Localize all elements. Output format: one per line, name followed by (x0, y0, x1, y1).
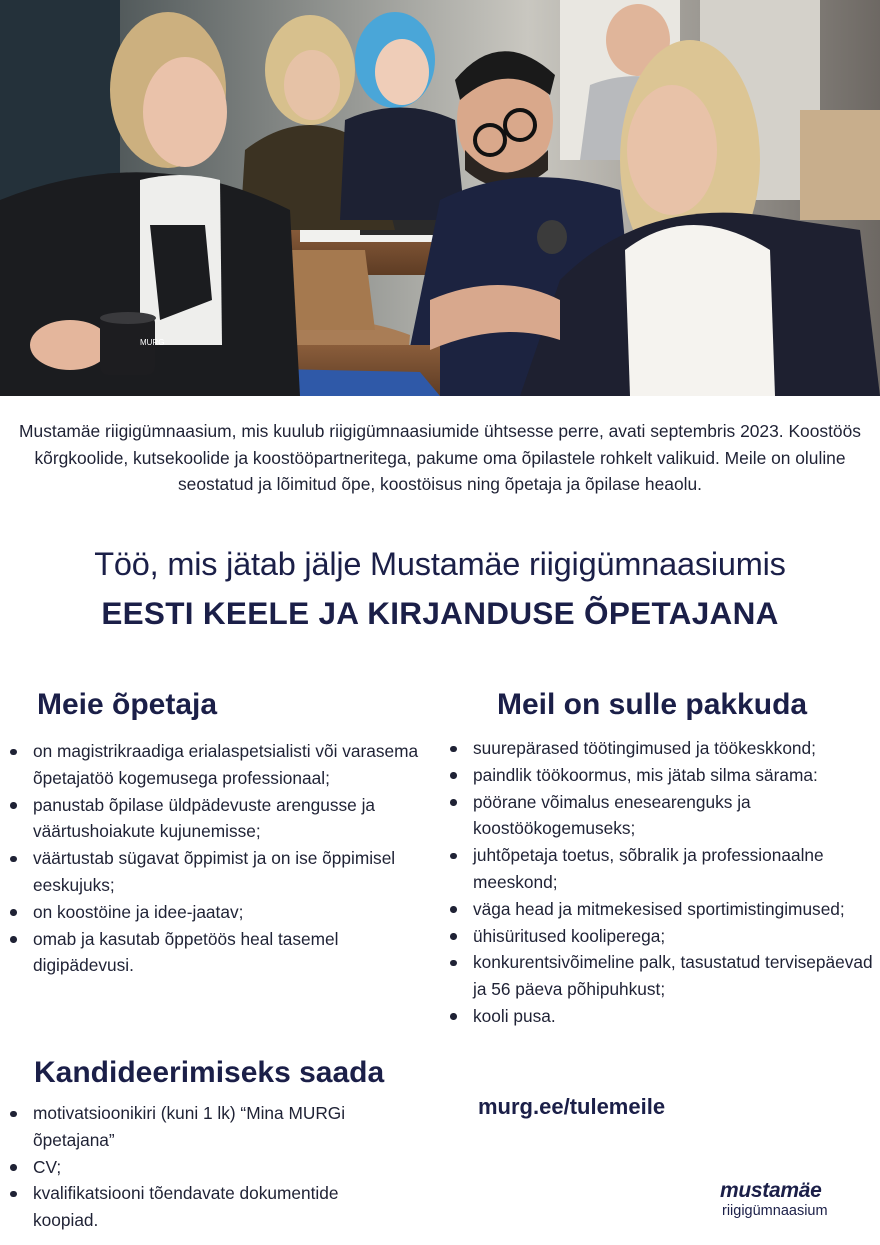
list-item: väärtustab sügavat õppimist ja on ise õppimisel eeskujuks; (8, 845, 428, 899)
application-link[interactable]: murg.ee/tulemeile (478, 1094, 666, 1119)
list-item: ühisüritused kooliperega; (448, 923, 873, 950)
offer-list (448, 735, 873, 1030)
list-item: konkurentsivõimeline palk, tasustatud tervisepäevad ja 56 päeva põhipuhkust; (448, 949, 873, 1003)
list-item: panustab õpilase üldpädevuste arengusse ja väärtushoiakute kujunemisse; (8, 792, 428, 846)
list-item: kvalifikatsiooni tõendavate dokumentide koopiad. (8, 1180, 408, 1234)
list-item: omab ja kasutab õppetöös heal tasemel digipädevusi. (8, 926, 428, 980)
list-item: pöörane võimalus enesearenguks ja koostöökogemuseks; (448, 789, 873, 843)
logo-wordmark: mustamäe (720, 1179, 822, 1202)
teacher-section-title: Meie õpetaja (37, 688, 218, 721)
list-item: kooli pusa. (448, 1003, 873, 1030)
list-item: paindlik töökoormus, mis jätab silma särama: (448, 762, 873, 789)
position-title: EESTI KEELE JA KIRJANDUSE ÕPETAJANA (101, 595, 779, 631)
teacher-requirements-list (8, 738, 428, 979)
list-item: motivatsioonikiri (kuni 1 lk) “Mina MURGi õpetajana” (8, 1100, 408, 1154)
list-item: väga head ja mitmekesised sportimistingimused; (448, 896, 873, 923)
people-meeting-photo-icon (0, 0, 880, 396)
page-headline: Töö, mis jätab jälje Mustamäe riigigümnaasiumis (94, 546, 786, 582)
school-logo (720, 1180, 860, 1220)
header-photo (0, 0, 880, 396)
apply-section-title: Kandideerimiseks saada (34, 1056, 385, 1089)
logo-subtitle: riigigümnaasium (722, 1203, 828, 1219)
list-item: on magistrikraadiga erialaspetsialisti või varasema õpetajatöö kogemusega professionaal; (8, 738, 428, 792)
intro-paragraph: Mustamäe riigigümnaasium, mis kuulub riigigümnaasiumide ühtsesse perre, avati septembris 2023. Koostöös kõrgkoolide, kutsekoolide ja koostööpartneritega, pakume oma õpilastele rohkelt valikuid. Meile on oluline seostatud ja lõimitud õpe, koostöisus ning õpetaja ja õpilase heaolu. (19, 421, 861, 494)
apply-documents-list (8, 1100, 408, 1234)
mug-text: MURG (140, 338, 165, 347)
offer-section-title: Meil on sulle pakkuda (497, 688, 808, 721)
list-item: on koostöine ja idee-jaatav; (8, 899, 428, 926)
list-item: suurepärased töötingimused ja töökeskkond; (448, 735, 873, 762)
list-item: juhtõpetaja toetus, sõbralik ja professionaalne meeskond; (448, 842, 873, 896)
list-item: CV; (8, 1154, 408, 1181)
